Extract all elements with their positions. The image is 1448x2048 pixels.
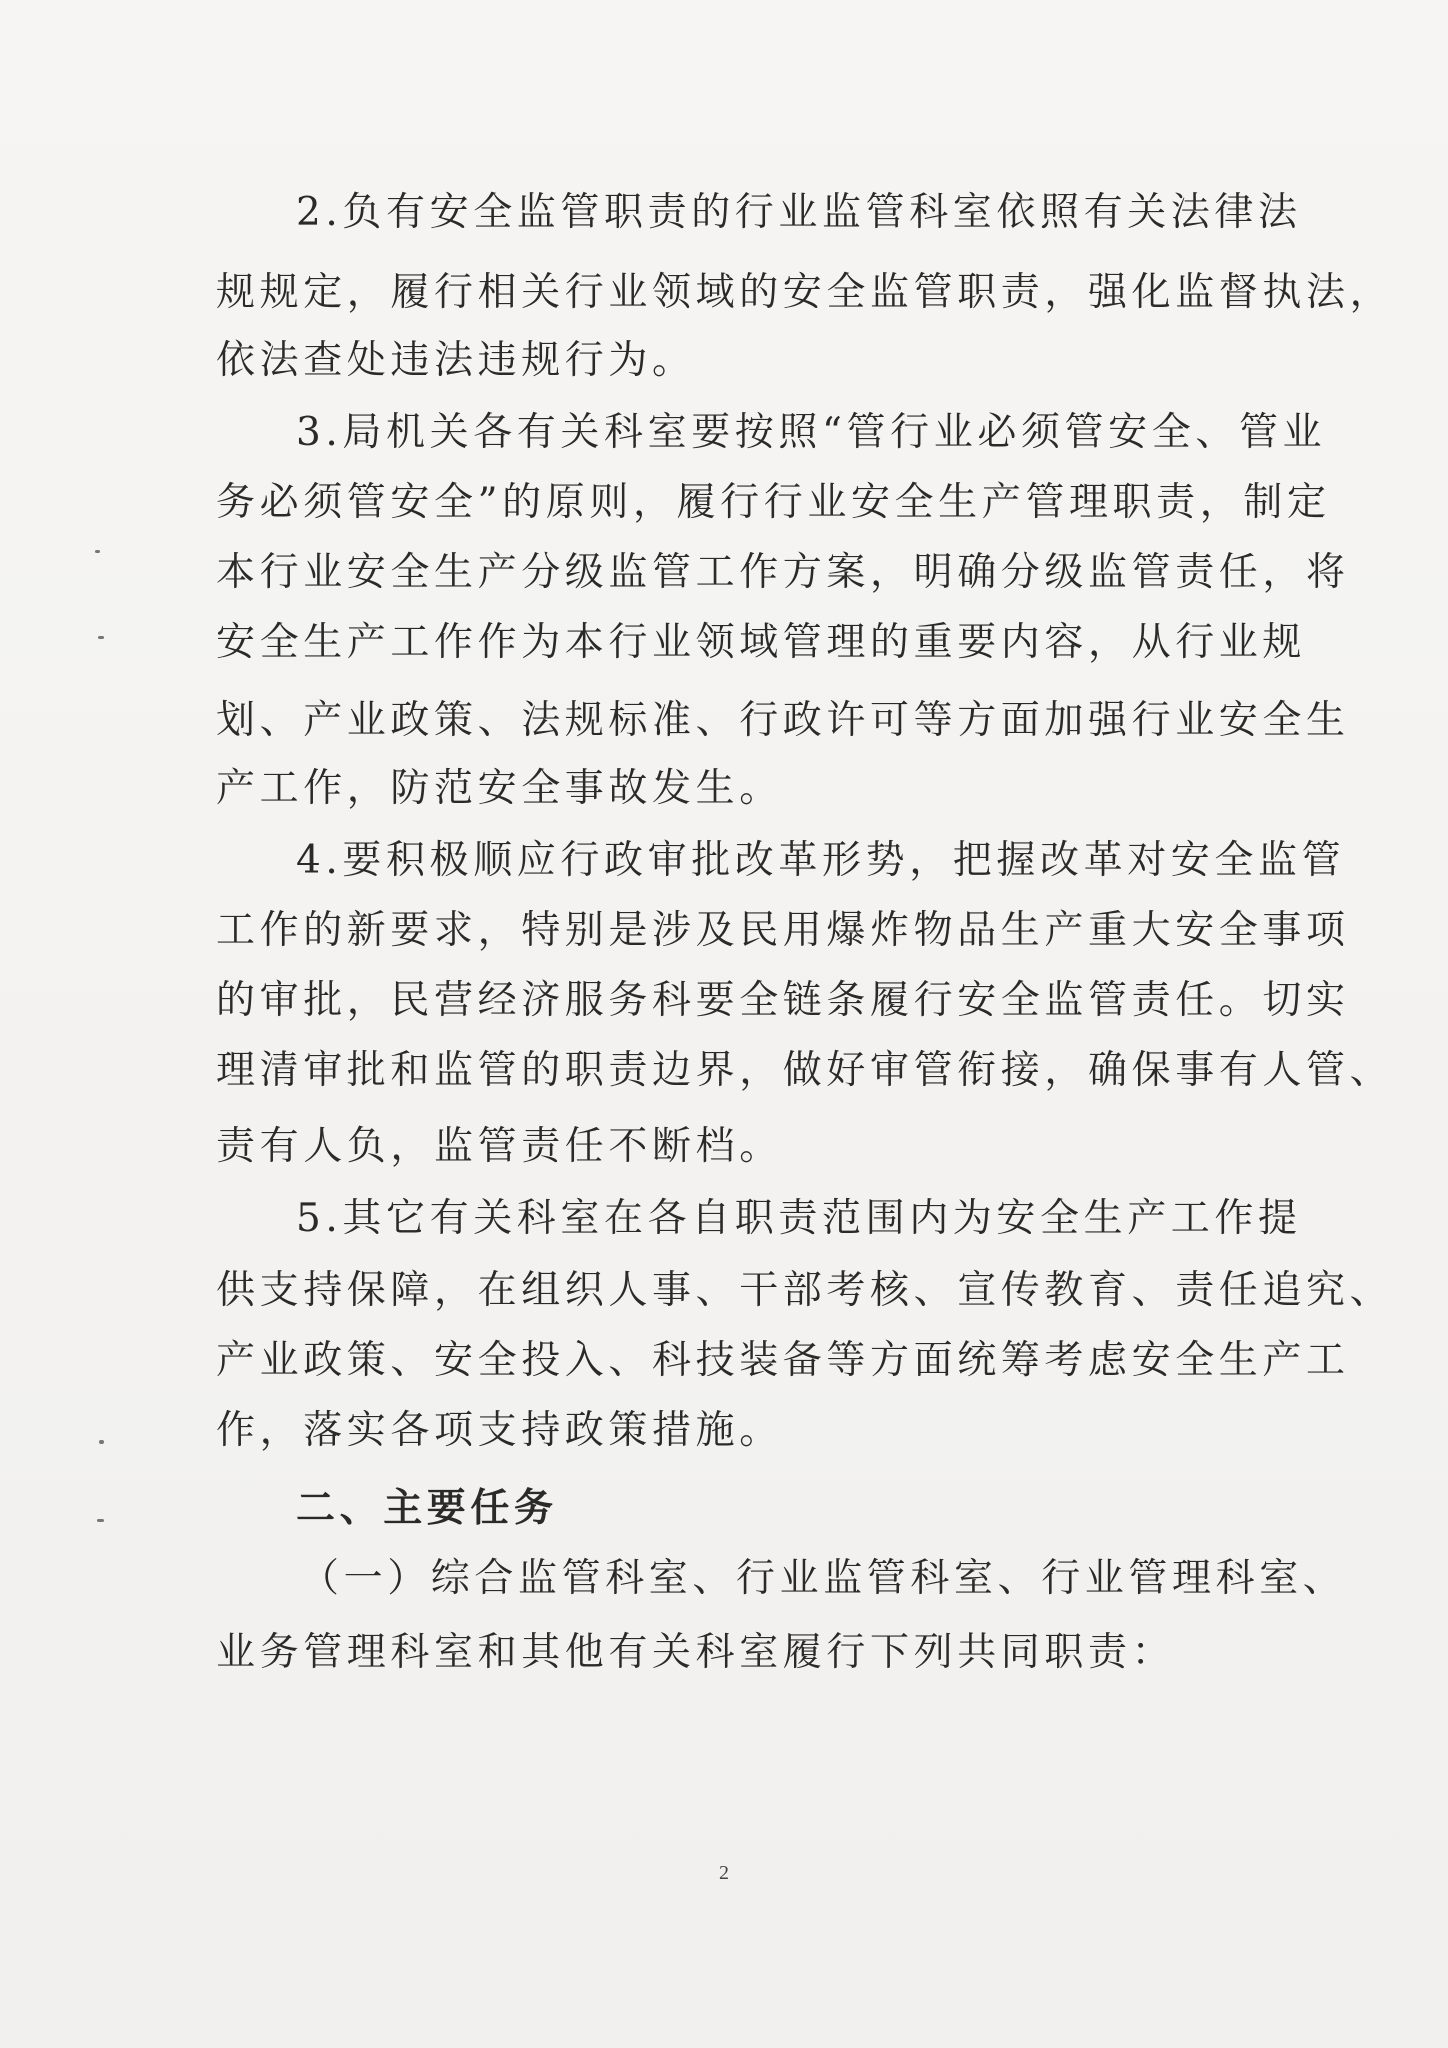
text-line: 规规定，履行相关行业领域的安全监管职责，强化监督执法，: [216, 270, 1394, 315]
section-heading: 二、主要任务: [296, 1486, 558, 1531]
scan-speck: [99, 1440, 104, 1444]
text-line: 的审批，民营经济服务科要全链条履行安全监管责任。切实: [216, 978, 1350, 1023]
scan-speck: [98, 636, 104, 639]
text-line: 安全生产工作作为本行业领域管理的重要内容，从行业规: [216, 620, 1307, 665]
page-number: 2: [719, 1862, 729, 1884]
text-line: 理清审批和监管的职责边界，做好审管衔接，确保事有人管、: [216, 1048, 1394, 1093]
text-line: 2.负有安全监管职责的行业监管科室依照有关法律法: [296, 190, 1302, 235]
text-line: 本行业安全生产分级监管工作方案，明确分级监管责任，将: [216, 550, 1350, 595]
text-line: 5.其它有关科室在各自职责范围内为安全生产工作提: [296, 1196, 1302, 1241]
text-line: 依法查处违法违规行为。: [216, 338, 696, 383]
text-line: 责有人负，监管责任不断档。: [216, 1124, 783, 1169]
text-line: 划、产业政策、法规标准、行政许可等方面加强行业安全生: [216, 698, 1350, 743]
text-line: 供支持保障，在组织人事、干部考核、宣传教育、责任追究、: [216, 1268, 1394, 1313]
text-line: 产业政策、安全投入、科技装备等方面统筹考虑安全生产工: [216, 1338, 1350, 1383]
text-line: 产工作，防范安全事故发生。: [216, 766, 783, 811]
text-line: （一）综合监管科室、行业监管科室、行业管理科室、: [300, 1556, 1347, 1601]
text-line: 3.局机关各有关科室要按照“管行业必须管安全、管业: [296, 410, 1327, 455]
scan-speck: [95, 550, 100, 553]
text-line: 4.要积极顺应行政审批改革形势，把握改革对安全监管: [296, 838, 1346, 883]
text-line: 业务管理科室和其他有关科室履行下列共同职责：: [216, 1630, 1176, 1675]
text-line: 工作的新要求，特别是涉及民用爆炸物品生产重大安全事项: [216, 908, 1350, 953]
scan-speck: [97, 1519, 104, 1522]
text-line: 务必须管安全”的原则，履行行业安全生产管理职责，制定: [216, 480, 1331, 525]
text-line: 作，落实各项支持政策措施。: [216, 1408, 783, 1453]
